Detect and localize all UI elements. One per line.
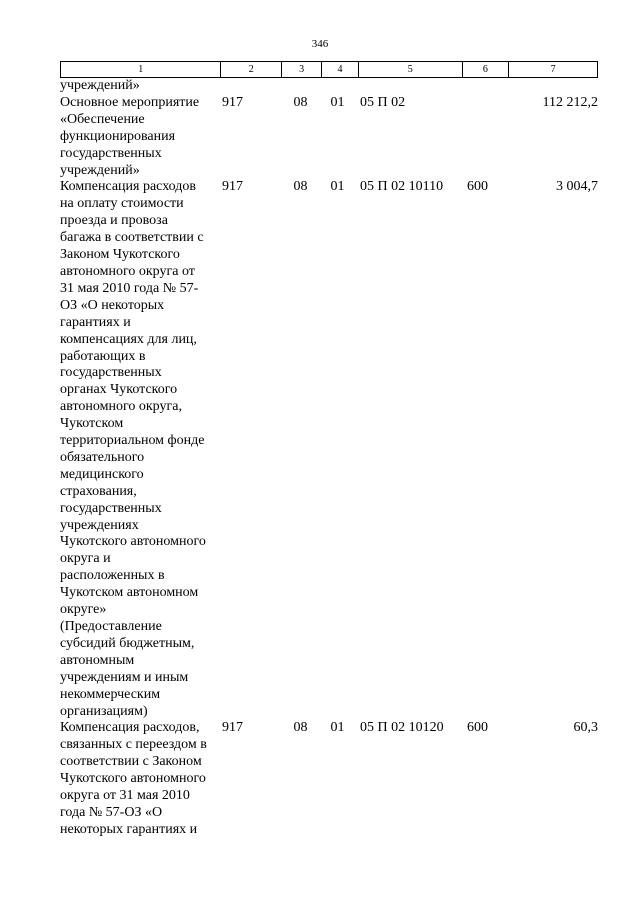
- row-name-line: автономного округа от: [60, 263, 195, 279]
- row-name-line: Чукотского автономного: [60, 534, 206, 550]
- header-col-5: 5: [359, 62, 463, 77]
- carryover-text: учреждений»: [60, 78, 140, 93]
- header-col-3: 3: [282, 62, 322, 77]
- row-name-line: Компенсация расходов: [60, 179, 196, 195]
- row-name-line: багажа в соответствии с: [60, 230, 204, 246]
- row-csr: 05 П 02 10110: [360, 179, 444, 195]
- table-row: [60, 720, 598, 838]
- row-name-line: государственных: [60, 500, 162, 516]
- row-name-line: автономного округа,: [60, 399, 182, 415]
- row-name-line: гарантиях и: [60, 314, 131, 330]
- row-name-line: некоммерческим: [60, 686, 161, 702]
- carryover-row: [60, 78, 598, 95]
- row-name-line: соответствии с Законом: [60, 754, 202, 770]
- row-name-line: органах Чукотского: [60, 382, 178, 398]
- row-name-line: Чукотском автономном: [60, 585, 199, 601]
- row-csr: 05 П 02: [360, 94, 406, 110]
- row-ved: 917: [222, 179, 243, 195]
- row-name-line: Чукотского автономного: [60, 771, 206, 787]
- row-name-line: страхования,: [60, 483, 137, 499]
- table-row: [60, 95, 598, 180]
- row-name-line: компенсациях для лиц,: [60, 331, 197, 347]
- row-pr: 01: [330, 720, 345, 736]
- row-ved: 917: [222, 94, 243, 110]
- table-body: [60, 78, 598, 839]
- row-name-line: на оплату стоимости: [60, 196, 184, 212]
- row-name: [60, 95, 222, 180]
- page-number: 346: [311, 38, 329, 50]
- row-sum: 112 212,2: [542, 94, 598, 110]
- row-pr: 01: [330, 179, 345, 195]
- row-name-line: 31 мая 2010 года № 57-: [60, 280, 199, 296]
- row-sum: 60,3: [573, 720, 598, 736]
- row-vr: 600: [467, 179, 488, 195]
- row-name-line: Законом Чукотского: [60, 247, 180, 263]
- row-name-line: Компенсация расходов,: [60, 720, 200, 736]
- row-name-line: государственных: [60, 365, 162, 381]
- row-pr: 01: [330, 94, 345, 110]
- row-name-line: учреждений»: [60, 162, 140, 178]
- table-header: [60, 61, 598, 78]
- row-name-line: расположенных в: [60, 568, 165, 584]
- row-name-line: работающих в: [60, 348, 146, 364]
- row-name-line: года № 57-ОЗ «О: [60, 804, 163, 820]
- row-rz: 08: [293, 720, 308, 736]
- row-name: [60, 179, 222, 720]
- row-name-line: медицинского: [60, 466, 144, 482]
- row-name-line: функционирования: [60, 128, 176, 144]
- row-name-line: автономным: [60, 652, 135, 668]
- row-vr: 600: [467, 720, 488, 736]
- row-ved: 917: [222, 720, 243, 736]
- row-name-line: проезда и провоза: [60, 213, 168, 229]
- table-rows: [60, 95, 598, 839]
- row-name-line: учреждениям и иным: [60, 669, 189, 685]
- header-col-1: 1: [61, 62, 221, 77]
- row-name-line: «Обеспечение: [60, 111, 145, 127]
- row-name-line: ОЗ «О некоторых: [60, 297, 165, 313]
- row-name-line: обязательного: [60, 449, 145, 465]
- row-name-line: Чукотском: [60, 416, 124, 432]
- row-name-line: Основное мероприятие: [60, 94, 200, 110]
- row-sum: 3 004,7: [556, 179, 598, 195]
- header-col-7: 7: [550, 64, 556, 75]
- row-name-line: учреждениях: [60, 517, 139, 533]
- row-name: [60, 720, 222, 838]
- header-col-2: 2: [221, 62, 282, 77]
- row-rz: 08: [293, 94, 308, 110]
- row-name-line: государственных: [60, 145, 162, 161]
- header-col-6: 6: [463, 62, 510, 77]
- row-name-line: некоторых гарантиях и: [60, 821, 198, 837]
- row-name-line: округа от 31 мая 2010: [60, 788, 190, 804]
- row-name-line: округе»: [60, 602, 107, 618]
- row-name-line: округа и: [60, 551, 111, 567]
- header-col-4: 4: [322, 62, 359, 77]
- row-name-line: (Предоставление: [60, 619, 162, 634]
- row-name-line: субсидий бюджетным,: [60, 635, 195, 651]
- row-name-line: организациям): [60, 703, 148, 719]
- row-name-line: территориальном фонде: [60, 433, 205, 449]
- row-csr: 05 П 02 10120: [360, 720, 444, 736]
- table-row: [60, 179, 598, 720]
- row-name-line: связанных с переездом в: [60, 737, 207, 753]
- row-rz: 08: [293, 179, 308, 195]
